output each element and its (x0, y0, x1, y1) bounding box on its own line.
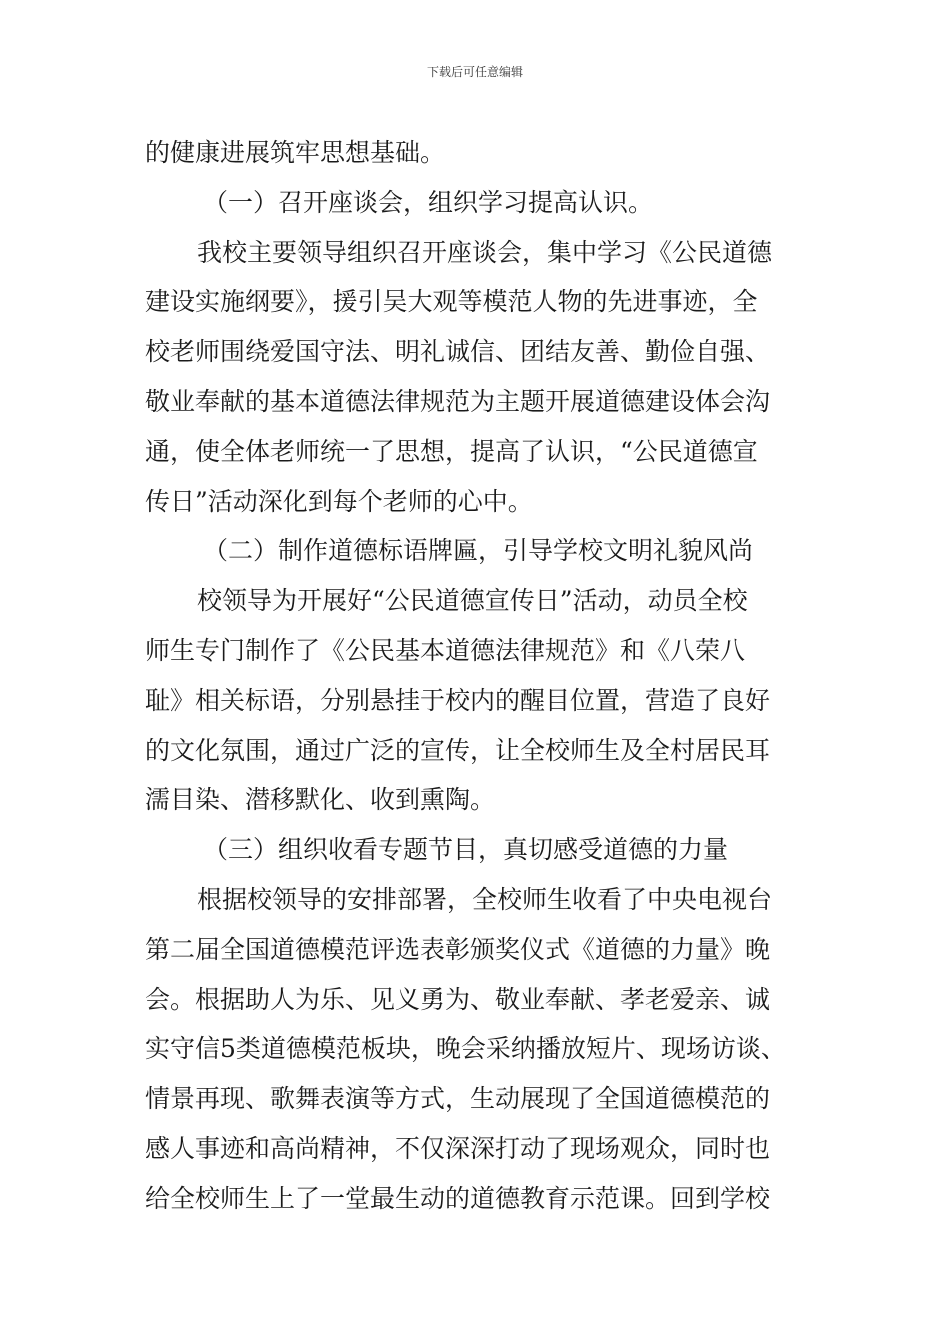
text-line: 给全校师生上了一堂最生动的道德教育示范课。回到学校 (145, 1183, 771, 1213)
text-line: 第二届全国道德模范评选表彰颁奖仪式《道德的力量》晚 (145, 934, 771, 964)
text-line: 通，使全体老师统一了思想，提高了认识，“公民道德宣 (145, 436, 758, 466)
page-header-note: 下载后可任意编辑 (426, 65, 523, 79)
document-body (145, 128, 810, 1224)
text-line: 师生专门制作了《公民基本道德法律规范》和《八荣八 (145, 635, 746, 665)
text-line: 会。根据助人为乐、见义勇为、敬业奉献、孝老爱亲、诚 (145, 984, 771, 1014)
text-line: 传日”活动深化到每个老师的心中。 (145, 486, 533, 516)
text-line: 敬业奉献的基本道德法律规范为主题开展道德建设体会沟 (145, 386, 771, 416)
text-line: 校老师围绕爱国守法、明礼诚信、团结友善、勤俭自强、 (145, 337, 771, 367)
text-line: 根据校领导的安排部署，全校师生收看了中央电视台 (197, 884, 773, 914)
text-line: 我校主要领导组织召开座谈会，集中学习《公民道德 (197, 237, 773, 267)
text-line: 实守信5类道德模范板块，晚会采纳播放短片、现场访谈、 (145, 1034, 786, 1064)
text-line: 的文化氛围，通过广泛的宣传，让全校师生及全村居民耳 (145, 735, 771, 765)
text-line: 感人事迹和高尚精神，不仅深深打动了现场观众，同时也 (145, 1133, 771, 1163)
section-heading-2: （二）制作道德标语牌匾，引导学校文明礼貌风尚 (203, 536, 754, 566)
section-heading-1: （一）召开座谈会，组织学习提高认识。 (203, 187, 654, 217)
section-heading-3: （三）组织收看专题节目，真切感受道德的力量 (203, 835, 729, 865)
text-line: 的健康进展筑牢思想基础。 (145, 138, 446, 167)
text-line: 校领导为开展好“公民道德宣传日”活动，动员全校 (197, 586, 748, 616)
text-line: 耻》相关标语，分别悬挂于校内的醒目位置，营造了良好 (145, 685, 771, 715)
text-line: 建设实施纲要》，援引吴大观等模范人物的先进事迹，全 (145, 287, 758, 317)
text-line: 濡目染、潜移默化、收到熏陶。 (145, 785, 496, 815)
text-line: 情景再现、歌舞表演等方式，生动展现了全国道德模范的 (145, 1084, 771, 1114)
